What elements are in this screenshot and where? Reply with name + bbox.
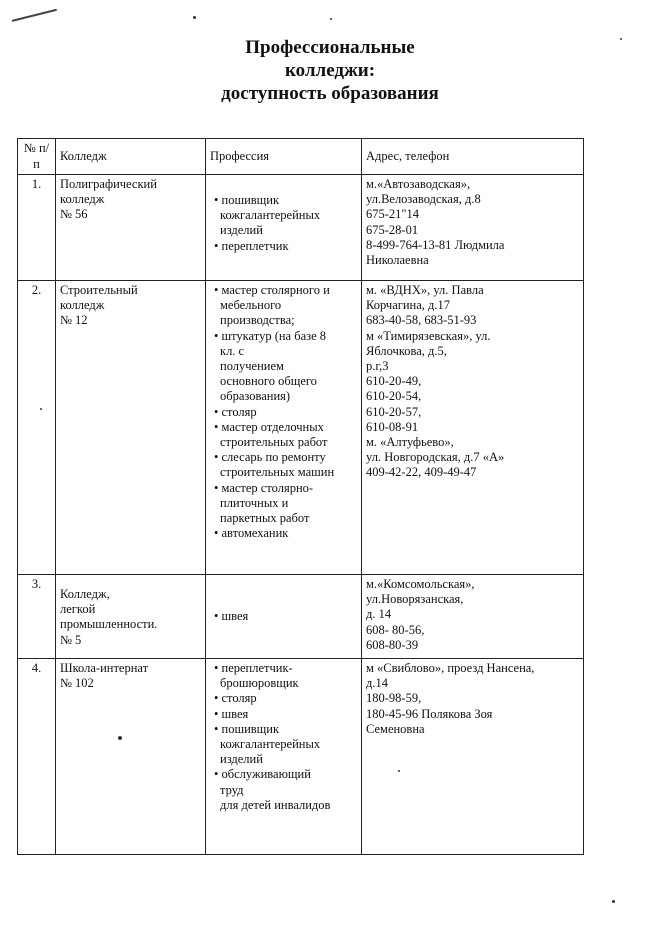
college-cell-line: легкой [60,602,96,617]
table-row [18,281,584,575]
profession-cell-line: паркетных работ [220,511,310,526]
row-number: 3. [18,575,56,659]
profession-cell-line: • переплетчик [214,238,289,253]
scan-speck [612,900,615,903]
address-cell [362,575,584,659]
table-header-row [18,139,584,175]
address-cell-line: Яблочкова, д.5, [366,343,447,358]
profession-cell [206,281,362,575]
college-cell-line: № 56 [60,207,88,222]
address-cell-line: 409-42-22, 409-49-47 [366,465,477,480]
profession-cell [206,575,362,659]
colleges-table [17,138,584,855]
profession-cell-line: брошюровщик [220,676,299,691]
address-cell-line: м «Тимирязевская», ул. [366,328,491,343]
address-cell-line: ул.Велозаводская, д.8 [366,192,481,207]
profession-cell-line: получением [220,359,284,374]
address-cell-line: 610-08-91 [366,419,419,434]
scan-speck [40,408,42,410]
scan-speck [620,38,622,40]
header-num: № п/п [18,139,56,175]
profession-cell-line: • столяр [214,691,257,706]
scan-speck [330,18,332,20]
address-cell-line: м.«Комсомольская», [366,577,475,591]
profession-cell-line: • штукатур (на базе 8 [214,328,326,343]
profession-cell-line: основного общего [220,374,317,389]
title-line-1: Профессиональные [245,37,415,58]
address-cell-line: 610-20-57, [366,404,422,419]
address-cell-line: 610-20-54, [366,389,422,404]
college-cell [56,575,206,659]
row-number: 4. [18,659,56,855]
college-cell-line: Полиграфический [60,177,157,191]
address-cell-line: Корчагина, д.17 [366,298,451,313]
college-cell-line: № 5 [60,632,82,647]
profession-cell-line: • пошивщик [214,721,280,736]
address-cell-line: 608- 80-56, [366,622,425,637]
profession-cell-line: • переплетчик- [214,661,293,675]
address-cell-line: 610-20-49, [366,374,422,389]
college-cell-line: Колледж, [60,587,110,601]
profession-cell-line: • швея [214,608,249,623]
scan-speck [118,736,122,740]
address-cell-line: м. «ВДНХ», ул. Павла [366,283,484,297]
college-cell [56,281,206,575]
profession-cell-line: кожгалантерейных [220,737,321,752]
address-cell-line: 683-40-58, 683-51-93 [366,313,477,328]
college-cell [56,175,206,281]
address-cell-line: 675-21"14 [366,207,420,222]
profession-cell-line: образования) [220,389,291,404]
address-cell-line: Семеновна [366,721,425,736]
profession-cell-line: • слесарь по ремонту [214,450,326,465]
header-profession: Профессия [206,139,362,175]
college-cell-line: колледж [60,192,105,207]
address-cell-line: д.14 [366,676,388,691]
address-cell-line: м «Свиблово», проезд Нансена, [366,661,535,675]
address-cell-line: Николаевна [366,253,429,268]
college-cell-line: Школа-интернат [60,661,149,675]
profession-cell-line: • столяр [214,404,257,419]
profession-cell-line: • мастер столярно- [214,480,314,495]
profession-cell-line: для детей инвалидов [220,797,331,812]
title-line-3: доступность образования [221,83,439,104]
college-cell-line: № 102 [60,676,94,691]
address-cell-line: ул. Новгородская, д.7 «А» [366,450,505,465]
address-cell-line: 608-80-39 [366,637,419,652]
header-address: Адрес, телефон [362,139,584,175]
address-cell [362,281,584,575]
address-cell [362,175,584,281]
profession-cell-line: кл. с [220,343,245,358]
profession-cell-line: • мастер отделочных [214,419,324,434]
scan-speck [398,770,400,772]
college-cell-line: колледж [60,298,105,313]
profession-cell-line: плиточных и [220,495,289,510]
profession-cell-line: • автомеханик [214,526,289,541]
address-cell-line: 8-499-764-13-81 Людмила [366,237,505,252]
scan-speck [193,16,196,19]
profession-cell-line: • мастер столярного и [214,283,330,297]
address-cell-line: м. «Алтуфьево», [366,435,454,450]
title-line-2: колледжи: [284,60,376,81]
address-cell-line: д. 14 [366,607,392,622]
profession-cell-line: строительных работ [220,435,328,450]
profession-cell-line: изделий [220,223,263,238]
profession-cell-line: производства; [220,313,295,328]
row-number: 2. [18,281,56,575]
header-college: Колледж [56,139,206,175]
address-cell-line: м.«Автозаводская», [366,177,471,191]
address-cell-line: 180-98-59, [366,691,422,706]
table-row [18,575,584,659]
profession-cell [206,659,362,855]
scan-artifact [12,9,62,43]
address-cell-line: 675-28-01 [366,222,419,237]
page-title [170,36,490,105]
table-row [18,659,584,855]
row-number: 1. [18,175,56,281]
profession-cell-line: • пошивщик [214,193,280,207]
profession-cell-line: • обслуживающий [214,767,311,782]
profession-cell-line: строительных машин [220,465,335,480]
address-cell-line: ул.Новорязанская, [366,592,464,607]
profession-cell-line: • швея [214,706,249,721]
profession-cell [206,175,362,281]
college-cell-line: Строительный [60,283,138,297]
address-cell-line: р.г,3 [366,359,389,374]
address-cell [362,659,584,855]
address-cell-line: 180-45-96 Полякова Зоя [366,706,493,721]
profession-cell-line: изделий [220,752,263,767]
college-cell-line: промышленности. [60,617,158,632]
table-row [18,175,584,281]
profession-cell-line: мебельного [220,298,282,313]
college-cell-line: № 12 [60,313,88,328]
college-cell [56,659,206,855]
profession-cell-line: кожгалантерейных [220,208,321,223]
profession-cell-line: труд [220,782,244,797]
